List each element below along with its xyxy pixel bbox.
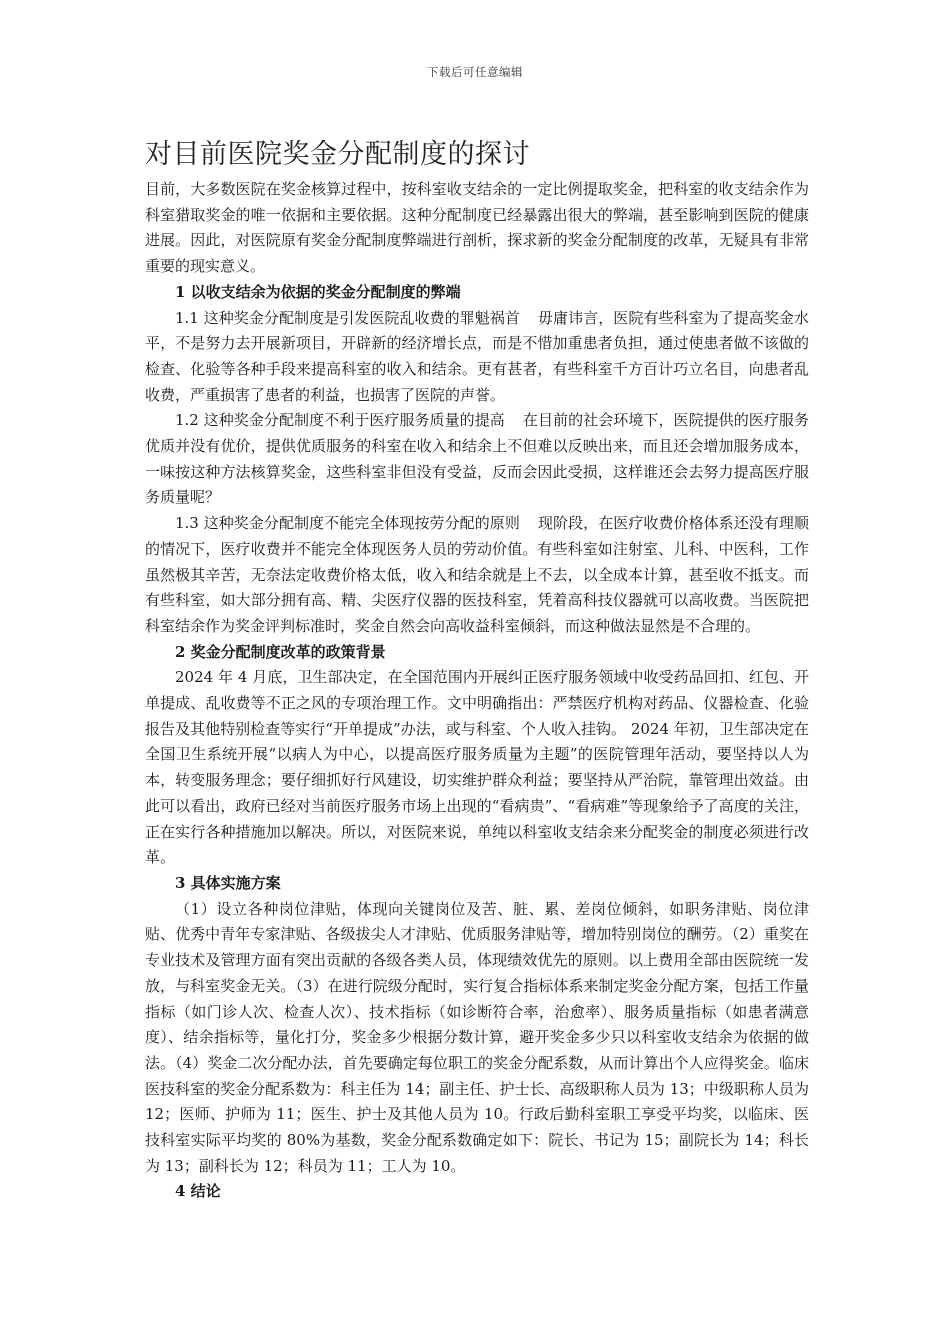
page-header: 下载后可任意编辑 [427, 65, 523, 79]
section-2-heading: 2 奖金分配制度改革的政策背景 [175, 642, 386, 661]
section-1-3-paragraph [145, 511, 809, 640]
section-1-3-lead: 1.3 这种奖金分配制度不能完全体现按劳分配的原则 [175, 514, 520, 533]
section-2-paragraph: 2024 年 4 月底，卫生部决定，在全国范围内开展纠正医疗服务领域中收受药品回扣、红包、开单提成、乱收费等不正之风的专项治理工作。文中明确指出：严禁医疗机构对药品、仪器检查、化验报告及其他特别检查等实行“开单提成”办法，或与科室、个人收入挂钩。 2024 年初，卫生部决定在全国卫生系统开展“以病人为中心，以提高医疗服务质量为主题”的医院管理年活动，要坚持以人为本，转变服务理念；要仔细抓好行风建设，切实维护群众利益；要坚持从严治院，靠管理出效益。由此可以看出，政府已经对当前医疗服务市场上出现的“看病贵”、“看病难”等现象给予了高度的关注，正在实行各种措施加以解决。所以，对医院来说，单纯以科室收支结余来分配奖金的制度必须进行改革。 [145, 668, 809, 867]
section-1-1-paragraph [145, 306, 809, 409]
section-1-3-body: 现阶段，在医疗收费价格体系还没有理顺的情况下，医疗收费并不能完全体现医务人员的劳动价值。有些科室如注射室、儿科、中医科，工作虽然极其辛苦，无奈法定收费价格太低，收入和结余就是上不去，以全成本计算，甚至收不抵支。而有些科室，如大部分拥有高、精、尖医疗仪器的医技科室，凭着高科技仪器就可以高收费。当医院把科室结余作为奖金评判标准时，奖金自然会向高收益科室倾斜，而这种做法显然是不合理的。 [145, 514, 809, 635]
section-1-2-paragraph [145, 408, 809, 511]
section-3-paragraph: （1）设立各种岗位津贴，体现向关键岗位及苦、脏、累、差岗位倾斜，如职务津贴、岗位津贴、优秀中青年专家津贴、各级拔尖人才津贴、优质服务津贴等，增加特别岗位的酬劳。（2）重奖在专业技术及管理方面有突出贡献的各级各类人员，体现绩效优先的原则。以上费用全部由医院统一发放，与科室奖金无关。（3）在进行院级分配时，实行复合指标体系来制定奖金分配方案，包括工作量指标（如门诊人次、检查人次）、技术指标（如诊断符合率，治愈率）、服务质量指标（如患者满意度）、结余指标等，量化打分，奖金多少根据分数计算，避开奖金多少只以科室收支结余为依据的做法。（4）奖金二次分配办法，首先要确定每位职工的奖金分配系数，从而计算出个人应得奖金。临床医技科室的奖金分配系数为：科主任为 14；副主任、护士长、高级职称人员为 13；中级职称人员为 12；医师、护师为 11；医生、护士及其他人员为 10。行政后勤科室职工享受平均奖，以临床、医技科室实际平均奖的 80%为基数，奖金分配系数确定如下：院长、书记为 15；副院长为 14；科长为 13；副科长为 12；科员为 11；工人为 10。 [145, 899, 809, 1175]
section-3-heading: 3 具体实施方案 [175, 873, 281, 892]
section-1-2-body: 在目前的社会环境下，医院提供的医疗服务优质并没有优价，提供优质服务的科室在收入和结余上不但难以反映出来，而且还会增加服务成本，一味按这种方法核算奖金，这些科室非但没有受益，反而会因此受损，这样谁还会去努力提高医疗服务质量呢？ [145, 411, 809, 507]
intro-paragraph: 目前，大多数医院在奖金核算过程中，按科室收支结余的一定比例提取奖金，把科室的收支结余作为科室猎取奖金的唯一依据和主要依据。这种分配制度已经暴露出很大的弊端，甚至影响到医院的健康进展。因此，对医院原有奖金分配制度弊端进行剖析，探求新的奖金分配制度的改革，无疑具有非常重要的现实意义。 [145, 180, 809, 276]
section-1-1-body: 毋庸讳言，医院有些科室为了提高奖金水平，不是努力去开展新项目，开辟新的经济增长点，而是不惜加重患者负担，通过使患者做不该做的检查、化验等各种手段来提高科室的收入和结余。更有甚者，有些科室千方百计巧立名目，向患者乱收费，严重损害了患者的利益，也损害了医院的声誉。 [145, 308, 809, 404]
section-1-heading: 1 以收支结余为依据的奖金分配制度的弊端 [175, 282, 461, 301]
section-4-heading: 4 结论 [175, 1182, 221, 1201]
section-1-1-lead: 1.1 这种奖金分配制度是引发医院乱收费的罪魁祸首 [175, 308, 520, 327]
document-title: 对目前医院奖金分配制度的探讨 [145, 139, 530, 170]
section-1-2-lead: 1.2 这种奖金分配制度不利于医疗服务质量的提高 [175, 411, 505, 430]
document-body [145, 177, 809, 1205]
